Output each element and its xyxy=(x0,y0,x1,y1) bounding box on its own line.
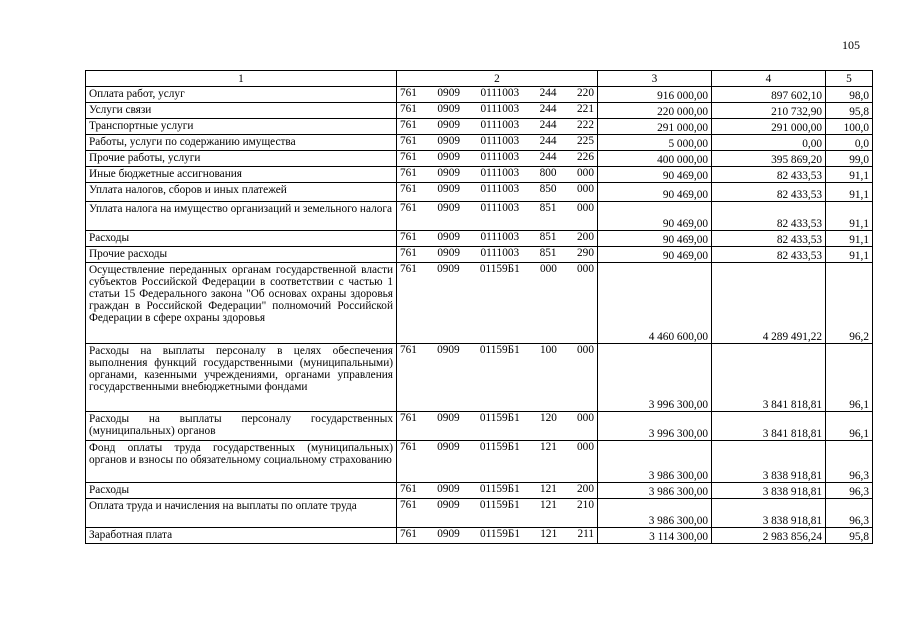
row-code: 761 xyxy=(400,119,417,131)
row-actual-amount: 3 841 818,81 xyxy=(712,344,826,412)
row-percent: 95,8 xyxy=(826,528,873,544)
row-code: 0909 xyxy=(437,412,460,424)
row-code: 000 xyxy=(577,167,594,179)
row-code: 0111003 xyxy=(480,167,520,179)
table-row xyxy=(86,344,873,412)
row-name: Осуществление переданных органам государственной власти субъектов Российской Федерации в соответствии с частью 1 статьи 15 Федерального закона "Об основах охраны здоровья граждан в Российской Федерации" полномочий Российской Федерации в сфере охраны здоровья xyxy=(86,263,397,344)
row-code: 0111003 xyxy=(480,151,520,163)
row-name: Прочие расходы xyxy=(86,247,397,263)
row-codes xyxy=(397,263,598,344)
row-actual-amount: 82 433,53 xyxy=(712,167,826,183)
row-planned-amount: 3 986 300,00 xyxy=(598,483,712,499)
row-code: 0111003 xyxy=(480,103,520,115)
row-code: 225 xyxy=(577,135,594,147)
row-code: 01159Б1 xyxy=(479,412,520,424)
row-actual-amount: 897 602,10 xyxy=(712,87,826,103)
row-code: 244 xyxy=(539,119,557,131)
row-code: 0909 xyxy=(437,528,460,540)
row-codes xyxy=(397,119,598,135)
budget-table xyxy=(85,70,873,544)
row-codes xyxy=(397,499,598,528)
row-actual-amount: 82 433,53 xyxy=(712,247,826,263)
row-code: 0111003 xyxy=(480,135,520,147)
row-percent: 91,1 xyxy=(826,183,873,202)
row-percent: 0,0 xyxy=(826,135,873,151)
row-code: 0909 xyxy=(437,263,460,275)
row-name: Услуги связи xyxy=(86,103,397,119)
row-code: 222 xyxy=(577,119,594,131)
row-percent: 91,1 xyxy=(826,231,873,247)
row-codes xyxy=(397,167,598,183)
row-percent: 91,1 xyxy=(826,202,873,231)
row-actual-amount: 0,00 xyxy=(712,135,826,151)
row-code: 0909 xyxy=(437,247,460,259)
row-codes xyxy=(397,151,598,167)
row-actual-amount: 291 000,00 xyxy=(712,119,826,135)
row-planned-amount: 90 469,00 xyxy=(598,247,712,263)
row-planned-amount: 3 986 300,00 xyxy=(598,441,712,483)
row-percent: 96,2 xyxy=(826,263,873,344)
row-name: Уплата налогов, сборов и иных платежей xyxy=(86,183,397,202)
row-actual-amount: 3 841 818,81 xyxy=(712,412,826,441)
row-percent: 96,3 xyxy=(826,483,873,499)
row-actual-amount: 210 732,90 xyxy=(712,103,826,119)
row-codes xyxy=(397,103,598,119)
row-codes xyxy=(397,528,598,544)
row-code: 000 xyxy=(577,441,594,453)
row-percent: 96,3 xyxy=(826,441,873,483)
row-percent: 91,1 xyxy=(826,247,873,263)
row-planned-amount: 90 469,00 xyxy=(598,231,712,247)
row-code: 121 xyxy=(539,499,557,511)
row-code: 01159Б1 xyxy=(480,528,521,540)
row-code: 000 xyxy=(539,263,557,275)
row-code: 01159Б1 xyxy=(479,483,520,495)
column-header: 3 xyxy=(598,71,712,87)
row-code: 01159Б1 xyxy=(479,441,520,453)
row-code: 761 xyxy=(400,412,417,424)
row-code: 000 xyxy=(577,344,594,356)
row-actual-amount: 82 433,53 xyxy=(712,202,826,231)
column-header: 5 xyxy=(826,71,873,87)
row-code: 0111003 xyxy=(480,202,520,214)
row-code: 000 xyxy=(577,263,594,275)
row-codes xyxy=(397,202,598,231)
row-planned-amount: 3 996 300,00 xyxy=(598,412,712,441)
row-planned-amount: 220 000,00 xyxy=(598,103,712,119)
row-code: 800 xyxy=(539,167,557,179)
row-code: 0909 xyxy=(437,119,460,131)
row-code: 01159Б1 xyxy=(479,263,520,275)
row-planned-amount: 3 986 300,00 xyxy=(598,499,712,528)
row-code: 851 xyxy=(539,202,557,214)
row-code: 761 xyxy=(400,231,417,243)
table-row xyxy=(86,441,873,483)
row-code: 761 xyxy=(400,87,417,99)
row-name: Расходы на выплаты персоналу государственных (муниципальных) органов xyxy=(86,412,397,441)
table-row xyxy=(86,167,873,183)
row-code: 850 xyxy=(539,183,557,195)
row-codes xyxy=(397,441,598,483)
row-code: 761 xyxy=(400,151,417,163)
row-code: 761 xyxy=(400,441,417,453)
row-percent: 100,0 xyxy=(826,119,873,135)
row-code: 121 xyxy=(539,441,557,453)
table-row xyxy=(86,151,873,167)
row-code: 000 xyxy=(577,202,594,214)
row-code: 200 xyxy=(577,483,594,495)
row-code: 0909 xyxy=(437,499,460,511)
row-codes xyxy=(397,183,598,202)
row-code: 0909 xyxy=(437,441,460,453)
row-code: 100 xyxy=(539,344,557,356)
row-percent: 96,1 xyxy=(826,412,873,441)
row-code: 01159Б1 xyxy=(479,499,520,511)
row-code: 244 xyxy=(539,151,557,163)
row-name: Оплата работ, услуг xyxy=(86,87,397,103)
column-header: 1 xyxy=(86,71,397,87)
row-code: 0909 xyxy=(437,231,460,243)
row-code: 0909 xyxy=(437,167,460,179)
row-planned-amount: 90 469,00 xyxy=(598,167,712,183)
row-code: 0111003 xyxy=(480,119,520,131)
row-planned-amount: 400 000,00 xyxy=(598,151,712,167)
row-code: 0909 xyxy=(437,87,460,99)
row-name: Заработная плата xyxy=(86,528,397,544)
row-code: 761 xyxy=(400,183,417,195)
table-row xyxy=(86,87,873,103)
row-code: 0111003 xyxy=(480,247,520,259)
table-row xyxy=(86,263,873,344)
row-code: 851 xyxy=(539,247,557,259)
table-row xyxy=(86,528,873,544)
table-row xyxy=(86,231,873,247)
row-codes xyxy=(397,483,598,499)
row-code: 120 xyxy=(539,412,557,424)
column-header: 2 xyxy=(397,71,598,87)
row-code: 0111003 xyxy=(480,87,520,99)
table-header-row xyxy=(86,71,873,87)
row-code: 761 xyxy=(400,263,417,275)
row-code: 244 xyxy=(539,87,557,99)
row-code: 220 xyxy=(577,87,594,99)
table-row xyxy=(86,135,873,151)
row-codes xyxy=(397,412,598,441)
row-codes xyxy=(397,135,598,151)
row-actual-amount: 3 838 918,81 xyxy=(712,441,826,483)
row-code: 210 xyxy=(577,499,594,511)
row-code: 200 xyxy=(577,231,594,243)
row-code: 244 xyxy=(539,103,557,115)
row-code: 761 xyxy=(400,483,417,495)
row-planned-amount: 916 000,00 xyxy=(598,87,712,103)
row-codes xyxy=(397,247,598,263)
row-codes xyxy=(397,344,598,412)
row-planned-amount: 3 114 300,00 xyxy=(598,528,712,544)
page-number: 105 xyxy=(842,38,860,52)
row-actual-amount: 82 433,53 xyxy=(712,231,826,247)
row-name: Оплата труда и начисления на выплаты по оплате труда xyxy=(86,499,397,528)
row-code: 761 xyxy=(400,202,417,214)
row-name: Транспортные услуги xyxy=(86,119,397,135)
table-row xyxy=(86,483,873,499)
row-code: 0909 xyxy=(437,183,460,195)
row-actual-amount: 395 869,20 xyxy=(712,151,826,167)
row-code: 01159Б1 xyxy=(479,344,520,356)
row-name: Уплата налога на имущество организаций и земельного налога xyxy=(86,202,397,231)
row-planned-amount: 3 996 300,00 xyxy=(598,344,712,412)
row-planned-amount: 90 469,00 xyxy=(598,202,712,231)
row-name: Фонд оплаты труда государственных (муниципальных) органов и взносы по обязательному социальному страхованию xyxy=(86,441,397,483)
row-name: Прочие работы, услуги xyxy=(86,151,397,167)
row-code: 761 xyxy=(400,135,417,147)
column-header: 4 xyxy=(712,71,826,87)
row-actual-amount: 3 838 918,81 xyxy=(712,499,826,528)
row-code: 226 xyxy=(577,151,594,163)
row-code: 0909 xyxy=(437,103,460,115)
row-code: 0909 xyxy=(437,135,460,147)
row-code: 221 xyxy=(577,103,594,115)
row-actual-amount: 2 983 856,24 xyxy=(712,528,826,544)
row-code: 761 xyxy=(400,528,417,540)
row-planned-amount: 4 460 600,00 xyxy=(598,263,712,344)
row-percent: 95,8 xyxy=(826,103,873,119)
row-percent: 96,3 xyxy=(826,499,873,528)
row-name: Расходы на выплаты персоналу в целях обеспечения выполнения функций государственными (муниципальными) органами, казенными учреждениями, органами управления государственными внебюджетными фондами xyxy=(86,344,397,412)
row-code: 0909 xyxy=(437,344,460,356)
row-code: 211 xyxy=(577,528,594,540)
row-code: 0909 xyxy=(437,483,460,495)
row-code: 244 xyxy=(539,135,557,147)
row-percent: 91,1 xyxy=(826,167,873,183)
table-row xyxy=(86,499,873,528)
table-row xyxy=(86,183,873,202)
row-name: Расходы xyxy=(86,231,397,247)
row-code: 761 xyxy=(400,499,417,511)
row-code: 851 xyxy=(539,231,557,243)
row-planned-amount: 90 469,00 xyxy=(598,183,712,202)
table-row xyxy=(86,119,873,135)
row-actual-amount: 82 433,53 xyxy=(712,183,826,202)
row-code: 000 xyxy=(577,183,594,195)
row-code: 290 xyxy=(577,247,594,259)
row-percent: 96,1 xyxy=(826,344,873,412)
row-code: 761 xyxy=(400,103,417,115)
row-actual-amount: 4 289 491,22 xyxy=(712,263,826,344)
row-code: 761 xyxy=(400,167,417,179)
row-percent: 99,0 xyxy=(826,151,873,167)
row-code: 0909 xyxy=(437,151,460,163)
row-code: 000 xyxy=(577,412,594,424)
row-name: Работы, услуги по содержанию имущества xyxy=(86,135,397,151)
row-planned-amount: 5 000,00 xyxy=(598,135,712,151)
table-row xyxy=(86,103,873,119)
table-row xyxy=(86,412,873,441)
row-name: Иные бюджетные ассигнования xyxy=(86,167,397,183)
row-code: 0111003 xyxy=(480,183,520,195)
row-percent: 98,0 xyxy=(826,87,873,103)
row-code: 761 xyxy=(400,247,417,259)
row-actual-amount: 3 838 918,81 xyxy=(712,483,826,499)
row-planned-amount: 291 000,00 xyxy=(598,119,712,135)
row-code: 121 xyxy=(540,528,558,540)
table-row xyxy=(86,247,873,263)
row-code: 121 xyxy=(539,483,557,495)
row-codes xyxy=(397,87,598,103)
row-code: 761 xyxy=(400,344,417,356)
row-code: 0111003 xyxy=(480,231,520,243)
row-name: Расходы xyxy=(86,483,397,499)
row-code: 0909 xyxy=(437,202,460,214)
row-codes xyxy=(397,231,598,247)
table-row xyxy=(86,202,873,231)
